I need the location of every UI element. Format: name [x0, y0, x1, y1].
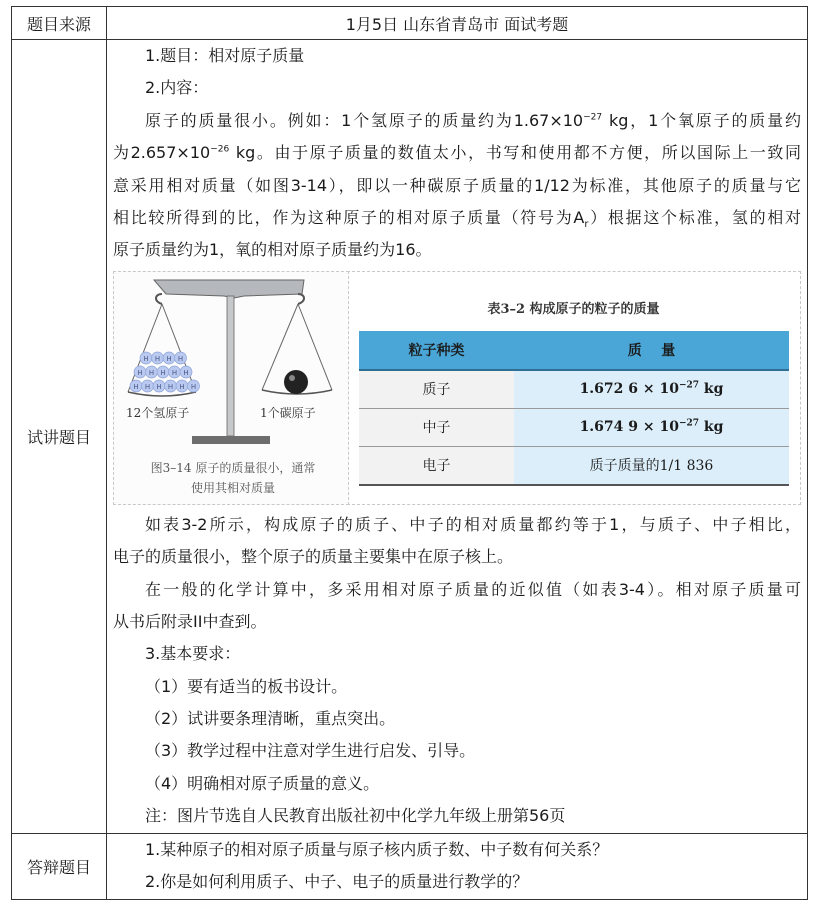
particle-table-box	[347, 271, 801, 505]
hydrogen-letter: H	[166, 354, 172, 363]
table-row	[359, 370, 789, 409]
source-note: 注：图片节选自人民教育出版社初中化学九年级上册第56页	[145, 806, 566, 826]
hydrogen-letter: H	[137, 368, 143, 377]
cell-mass: 1.672 $6 \times 10^{-27}$ kg	[514, 370, 789, 409]
hydrogen-letter: H	[148, 368, 155, 377]
defense-question: 1.某种原子的相对原子质量与原子核内质子数、中子数有何关系？	[145, 839, 609, 859]
paragraph-line: 电子的质量很小，整个原子的质量主要集中在原子核上。	[113, 547, 514, 567]
topic-line: 1.题目：相对原子质量	[145, 46, 305, 65]
cell-mass: 质子质量的1/1 836	[514, 446, 789, 485]
hydrogen-letter: H	[144, 382, 151, 391]
paragraph-line: 从书后附录II中查到。	[113, 611, 267, 631]
hydrogen-letter: H	[190, 382, 197, 391]
hydrogen-letter: H	[133, 382, 139, 391]
hydrogen-letter: H	[154, 354, 161, 363]
paragraph-line: 相比较所得到的比，作为这种原子的相对原子质量（符号为$A_r$）根据这个标准，氢的相对	[113, 207, 801, 231]
hydrogen-letter: H	[179, 382, 185, 391]
cell-kind: 电子	[359, 446, 514, 485]
hydrogen-letter: H	[167, 382, 174, 391]
exam-table	[11, 6, 808, 900]
source-label: 题目来源	[12, 7, 107, 40]
table-caption: 表3–2 构成原子的粒子的质量	[487, 301, 660, 317]
hydrogen-letter: H	[143, 354, 149, 363]
defense-label: 答辩题目	[12, 833, 107, 899]
paragraph-line: 如表3-2所示，构成原子的质子、中子的相对质量都约等于1，与质子、中子相比，	[145, 514, 801, 534]
table-row	[359, 408, 789, 446]
cell-mass: 1.674 $9 \times 10^{-27}$ kg	[514, 408, 789, 446]
content-label: 2.内容：	[145, 78, 209, 98]
hydrogen-letter: H	[171, 368, 178, 377]
figure-caption-2: 使用其相对质量	[190, 480, 275, 495]
table-row	[359, 446, 789, 485]
defense-question: 2.你是如何利用质子、中子、电子的质量进行教学的？	[145, 872, 529, 892]
hydrogen-letter: H	[183, 368, 189, 377]
figure-caption-1: 图3–14 原子的质量很小，通常	[150, 460, 316, 475]
trial-label: 试讲题目	[12, 40, 107, 834]
header-kind: 粒子种类	[359, 331, 514, 370]
paragraph-line: 意采用相对质量（如图3-14），即以一种碳原子质量的1/12为标准，其他原子的质量与它	[113, 175, 801, 195]
source-value: 1月5日 山东省青岛市 面试考题	[107, 7, 808, 40]
requirement-item: （2）试讲要条理清晰，重点突出。	[145, 709, 396, 729]
hydrogen-letter: H	[177, 354, 184, 363]
requirement-item: （3）教学过程中注意对学生进行启发、引导。	[145, 741, 476, 761]
paragraph-line: 在一般的化学计算中，多采用相对原子质量的近似值（如表3-4）。相对原子质量可	[145, 579, 801, 599]
requirement-item: （1）要有适当的板书设计。	[145, 676, 348, 696]
paragraph-line: 原子的质量很小。例如：1个氢原子的质量约为$1.67\times 10^{-27}$ kg，1个氧原子的质量约	[145, 110, 801, 130]
balance-figure	[113, 271, 349, 505]
header-mass: 质 量	[514, 331, 789, 370]
right-pan-label: 1个碳原子	[260, 405, 316, 420]
cell-kind: 质子	[359, 370, 514, 409]
trial-content	[107, 40, 808, 834]
table-header-row	[359, 331, 789, 370]
hydrogen-letter: H	[160, 368, 166, 377]
defense-content	[107, 833, 808, 899]
hydrogen-atoms	[130, 352, 200, 392]
paragraph-line: 为$2.657\times 10^{-26}$ kg。由于原子质量的数值太小，书写和使用都不方便，所以国际上一致同	[113, 143, 801, 163]
requirement-item: （4）明确相对原子质量的意义。	[145, 773, 380, 793]
figure-row	[113, 271, 801, 507]
particle-mass-table	[359, 331, 789, 486]
hydrogen-letter: H	[156, 382, 162, 391]
cell-kind: 中子	[359, 408, 514, 446]
carbon-atom	[284, 370, 308, 394]
paragraph-line: 原子质量约为1，氧的相对原子质量约为16。	[113, 240, 432, 260]
left-pan-label: 12个氢原子	[126, 405, 190, 420]
requirements-label: 3.基本要求：	[145, 644, 241, 664]
